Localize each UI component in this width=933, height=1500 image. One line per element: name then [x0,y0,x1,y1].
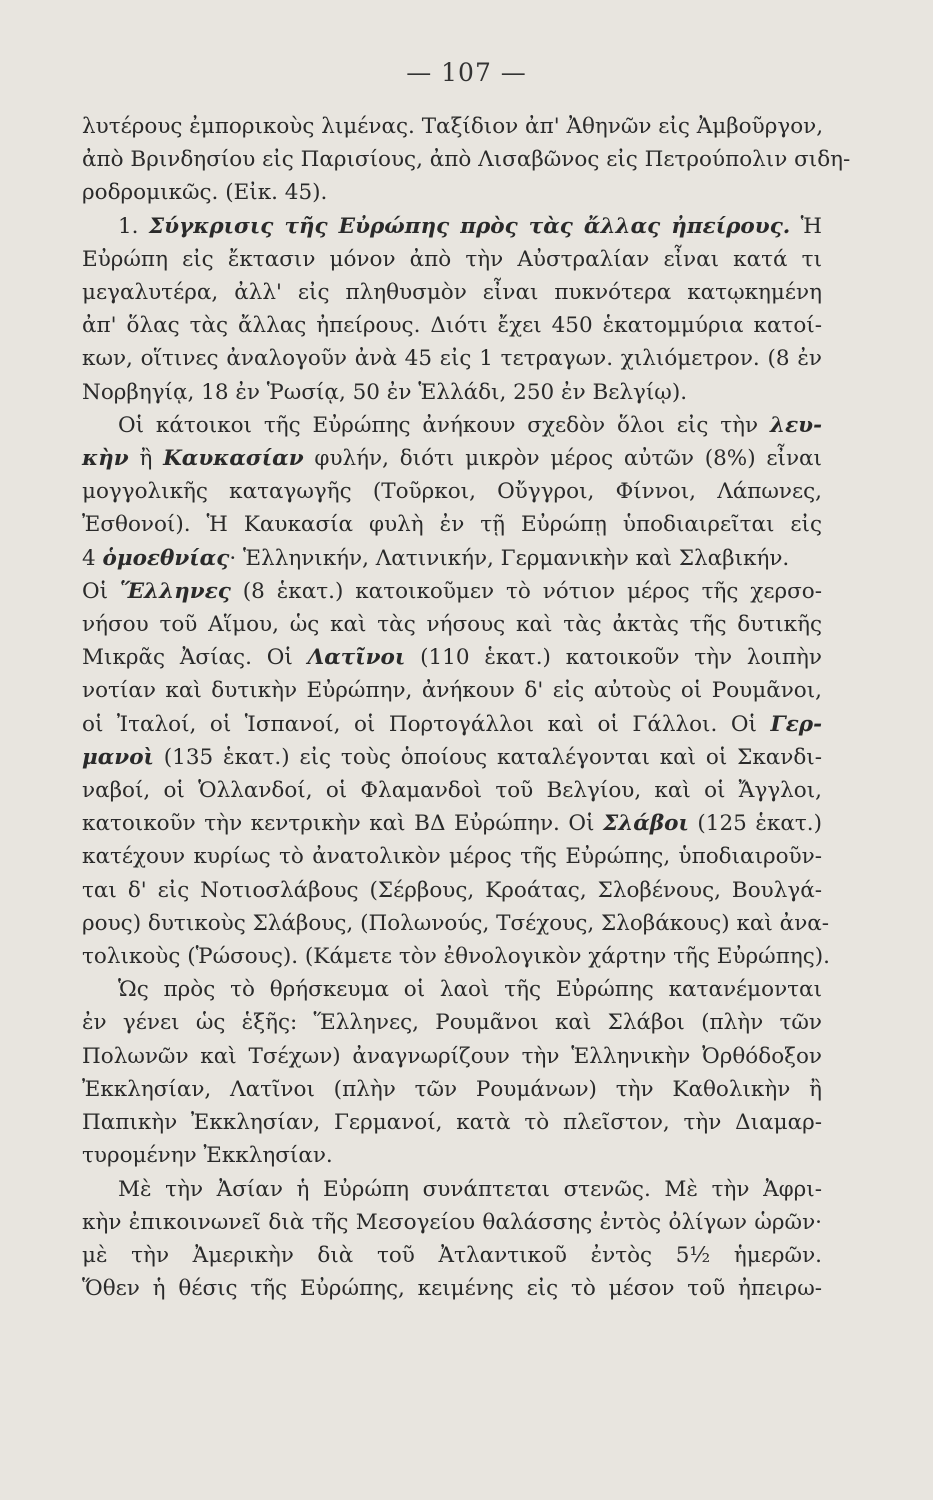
emphasized-term: Γερ- [770,711,822,737]
text-line: Ὅθεν ἡ θέσις τῆς Εὐρώπης, κειμένης εἰς τὸ μέσον τοῦ ἠπειρω- [82,1276,822,1302]
text-line: μογγολικῆς καταγωγῆς (Τοῦρκοι, Οὔγγροι, Φίννοι, Λάπωνες, [82,479,822,505]
emphasized-term: Ἕλληνες [119,578,231,604]
emphasized-term: ὁμοεθνίας [102,545,230,571]
text-line: Παπικὴν Ἐκκλησίαν, Γερμανοί, κατὰ τὸ πλεῖστον, τὴν Διαμαρ- [82,1110,822,1136]
emphasized-term: Σλάβοι [603,811,689,837]
text-line: Ἐσθονοί). Ἡ Καυκασία φυλὴ ἐν τῇ Εὐρώπῃ ὑποδιαιρεῖται εἰς [82,512,822,538]
text-line: νήσου τοῦ Αἵμου, ὡς καὶ τὰς νήσους καὶ τὰς ἀκτὰς τῆς δυτικῆς [82,612,822,638]
text-line: Οἱ Ἕλληνες (8 ἑκατ.) κατοικοῦμεν τὸ νότιον μέρος τῆς χερσο- [82,578,822,604]
text-line: κατοικοῦν τὴν κεντρικὴν καὶ ΒΔ Εὐρώπην. Οἱ Σλάβοι (125 ἑκατ.) [82,811,822,837]
text-line: τολικοὺς (Ῥώσους). (Κάμετε τὸν ἐθνολογικὸν χάρτην τῆς Εὐρώπης). [82,944,830,970]
text-line: ναβοί, οἱ Ὁλλανδοί, οἱ Φλαμανδοὶ τοῦ Βελγίου, καὶ οἱ Ἄγγλοι, [82,778,822,804]
text-line: Ἐκκλησίαν, Λατῖνοι (πλὴν τῶν Ρουμάνων) τὴν Καθολικὴν ἢ [82,1076,822,1102]
text-line: ροδρομικῶς. (Εἰκ. 45). [82,180,328,206]
emphasized-term: Καυκασίαν [163,446,304,472]
emphasized-term: Σύγκρισις τῆς Εὐρώπης πρὸς τὰς ἄλλας ἠπείρους. [148,213,791,239]
text-line: Μικρᾶς Ἀσίας. Οἱ Λατῖνοι (110 ἑκατ.) κατοικοῦν τὴν λοιπὴν [82,645,822,671]
text-line: μὲ τὴν Ἀμερικὴν διὰ τοῦ Ἀτλαντικοῦ ἐντὸς 5½ ἡμερῶν. [82,1242,822,1268]
text-line: μεγαλυτέρα, ἀλλ' εἰς πληθυσμὸν εἶναι πυκνότερα κατῳκημένη [82,280,822,306]
emphasized-term: μανοὶ [82,744,154,770]
text-line: ἀπ' ὅλας τὰς ἄλλας ἠπείρους. Διότι ἔχει 450 ἑκατομμύρια κατοί- [82,313,822,339]
text-line: κὴν ἢ Καυκασίαν φυλήν, διότι μικρὸν μέρος αὐτῶν (8%) εἶναι [82,446,822,472]
text-line: μανοὶ (135 ἑκατ.) εἰς τοὺς ὁποίους καταλέγονται καὶ οἱ Σκανδι- [82,744,822,770]
text-line: 1. Σύγκρισις τῆς Εὐρώπης πρὸς τὰς ἄλλας ἠπείρους. Ἡ [118,213,823,239]
text-line: ρους) δυτικοὺς Σλάβους, (Πολωνούς, Τσέχους, Σλοβάκους) καὶ ἀνα- [82,910,830,936]
text-line: ἀπὸ Βρινδησίου εἰς Παρισίους, ἀπὸ Λισαβῶνος εἰς Πετρούπολιν σιδη- [82,147,851,173]
text-line: λυτέρους ἐμπορικοὺς λιμένας. Ταξίδιον ἀπ' Ἀθηνῶν εἰς Ἀμβοῦργον, [82,114,824,139]
text-line: 4 ὁμοεθνίας· Ἑλληνικήν, Λατινικήν, Γερμανικὴν καὶ Σλαβικήν. [82,545,790,571]
text-line: Εὐρώπη εἰς ἔκτασιν μόνον ἀπὸ τὴν Αὐστραλίαν εἶναι κατά τι [82,246,822,272]
text-line: Νορβηγίᾳ, 18 ἐν Ῥωσίᾳ, 50 ἐν Ἑλλάδι, 250 ἐν Βελγίῳ). [82,379,688,405]
text-line: ται δ' εἰς Νοτιοσλάβους (Σέρβους, Κροάτας, Σλοβένους, Βουλγά- [82,877,822,903]
text-line: ἐν γένει ὡς ἑξῆς: Ἕλληνες, Ρουμᾶνοι καὶ Σλάβοι (πλὴν τῶν [82,1010,822,1036]
page-number: — 107 — [406,58,527,87]
text-line: Οἱ κάτοικοι τῆς Εὐρώπης ἀνήκουν σχεδὸν ὅλοι εἰς τὴν λευ- [118,412,822,438]
emphasized-term: Λατῖνοι [307,645,406,671]
emphasized-term: λευ- [770,412,822,438]
text-line: κων, οἵτινες ἀναλογοῦν ἀνὰ 45 εἰς 1 τετραγων. χιλιόμετρον. (8 ἐν [82,346,822,372]
body-text [82,110,851,1305]
text-line: τυρομένην Ἐκκλησίαν. [82,1143,333,1169]
text-line: κατέχουν κυρίως τὸ ἀνατολικὸν μέρος τῆς Εὐρώπης, ὑποδιαιροῦν- [82,844,822,870]
text-line: οἱ Ἰταλοί, οἱ Ἱσπανοί, οἱ Πορτογάλλοι καὶ οἱ Γάλλοι. Οἱ Γερ- [82,711,822,737]
text-line: Πολωνῶν καὶ Τσέχων) ἀναγνωρίζουν τὴν Ἑλληνικὴν Ὀρθόδοξον [82,1043,822,1069]
text-line: νοτίαν καὶ δυτικὴν Εὐρώπην, ἀνήκουν δ' εἰς αὐτοὺς οἱ Ρουμᾶνοι, [82,678,822,704]
text-line: Ὡς πρὸς τὸ θρήσκευμα οἱ λαοὶ τῆς Εὐρώπης κατανέμονται [118,977,822,1003]
emphasized-term: κὴν [82,446,129,472]
text-line: κὴν ἐπικοινωνεῖ διὰ τῆς Μεσογείου θαλάσσης ἐντὸς ὀλίγων ὡρῶν· [82,1209,822,1235]
text-line: Μὲ τὴν Ἀσίαν ἡ Εὐρώπη συνάπτεται στενῶς. Μὲ τὴν Ἀφρι- [118,1176,822,1202]
